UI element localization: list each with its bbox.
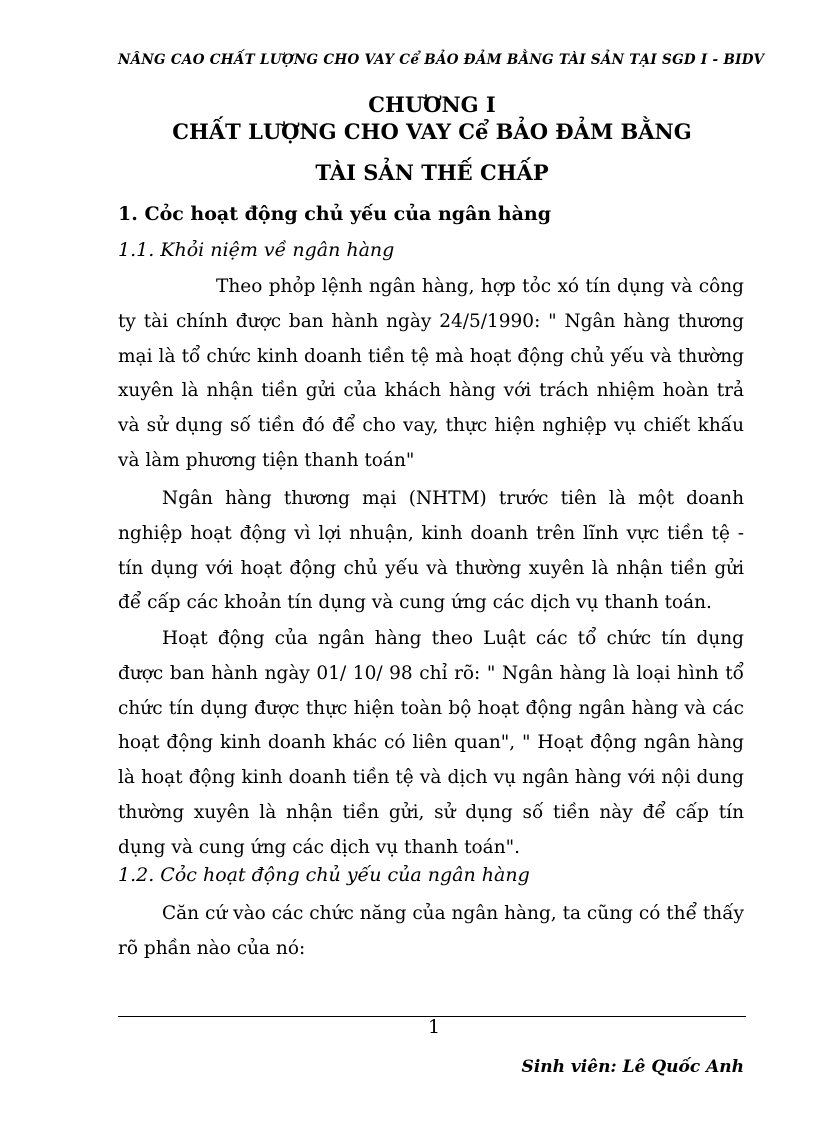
student-name: Sinh viên: Lê Quốc Anh (521, 1057, 744, 1077)
paragraph-2: Ngân hàng thương mại (NHTM) trước tiên là một doanh nghiệp hoạt động vì lợi nhuận, kinh doanh trên lĩnh vực tiền tệ - tín dụng với hoạt động chủ yếu và thường xuyên là nhận tiền gửi để cấp các khoản tín dụng và cung ứng các dịch vụ thanh toán. (118, 488, 744, 614)
running-header: NÂNG CAO CHẤT LƯỢNG CHO VAY Cể BẢO ĐẢM BẰNG TÀI SẢN TẠI SGD I - BIDV (118, 52, 765, 68)
chapter-title-line1: CHẤT LƯỢNG CHO VAY Cể BẢO ĐẢM BẰNG (172, 119, 692, 144)
subsection-heading-1-1: 1.1. Khỏi niệm về ngân hàng (118, 239, 395, 261)
paragraph-3: Hoạt động của ngân hàng theo Luật các tổ chức tín dụng được ban hành ngày 01/ 10/ 98 chỉ rõ: " Ngân hàng là loại hình tổ chức tín dụng được thực hiện toàn bộ hoạt động ngân hàng và các hoạt động kinh doanh khác có liên quan", " Hoạt động ngân hàng là hoạt động kinh doanh tiền tệ và dịch vụ ngân hàng với nội dung thường xuyên là nhận tiền gửi, sử dụng số tiền này để cấp tín dụng và cung ứng các dịch vụ thanh toán". (118, 628, 744, 858)
page-number: 1 (427, 1016, 441, 1038)
paragraph-1: Theo phỏp lệnh ngân hàng, hợp tỏc xó tín dụng và công ty tài chính được ban hành ngày 24/5/1990: " Ngân hàng thương mại là tổ chức kinh doanh tiền tệ mà hoạt động chủ yếu và thường xuyên là nhận tiền gửi của khách hàng với trách nhiệm hoàn trả và sử dụng số tiền đó để cho vay, thực hiện nghiệp vụ chiết khấu và làm phương tiện thanh toán" (118, 276, 744, 471)
chapter-label: CHƯƠNG I (368, 92, 496, 117)
subsection-heading-1-2: 1.2. Cỏc hoạt động chủ yếu của ngân hàng (118, 864, 530, 886)
section-heading: 1. Cỏc hoạt động chủ yếu của ngân hàng (118, 203, 552, 225)
chapter-title-line2: TÀI SẢN THẾ CHẤP (315, 160, 549, 185)
paragraph-4: Căn cứ vào các chức năng của ngân hàng, ta cũng có thể thấy rõ phần nào của nó: (118, 903, 744, 959)
